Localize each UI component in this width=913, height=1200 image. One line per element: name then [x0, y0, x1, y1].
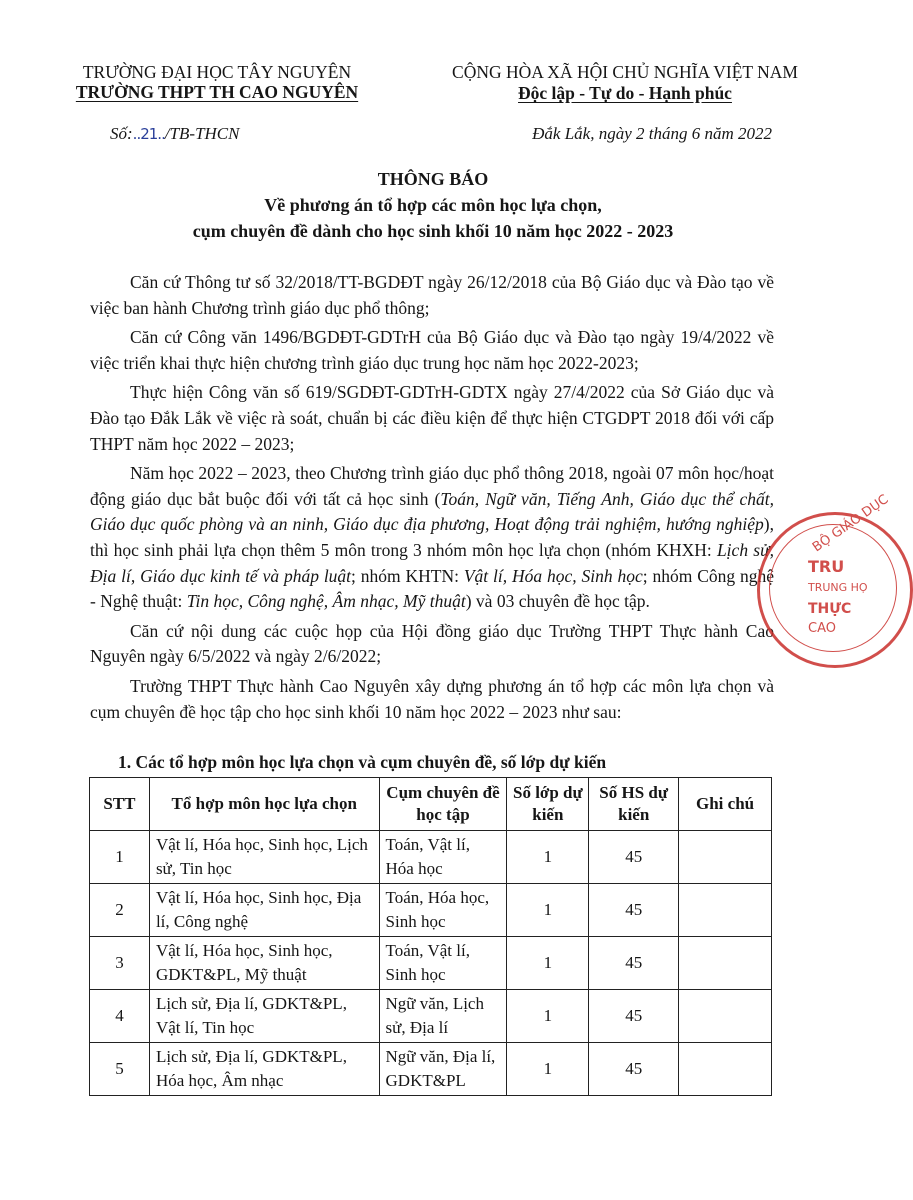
col-header-stt: STT	[90, 778, 150, 831]
cell-topic-cluster: Toán, Vật lí, Hóa học	[379, 831, 507, 884]
document-title	[60, 166, 806, 244]
document-number-suffix: /TB-THCN	[164, 124, 240, 143]
p4-text: ), thì học sinh phải lựa chọn thêm 5 môn trong 3 nhóm môn học lựa chọn (nhóm KHXH:	[90, 514, 774, 560]
cell-stt: 5	[90, 1043, 150, 1096]
cell-notes	[679, 831, 772, 884]
nation-name: CỘNG HÒA XÃ HỘI CHỦ NGHĨA VIỆT NAM	[452, 62, 798, 82]
issuing-organization	[52, 62, 382, 102]
document-number	[110, 124, 239, 144]
handwritten-number: ..21..	[132, 125, 165, 143]
official-seal	[757, 492, 913, 668]
table-header-row	[90, 778, 772, 831]
paragraph-2: Căn cứ Công văn 1496/BGDĐT-GDTrH của Bộ Giáo dục và Đào tạo ngày 19/4/2022 về việc triển khai thực hiện chương trình giáo dục trung học năm học 2022-2023;	[90, 327, 774, 373]
subject-combination-table	[89, 777, 772, 1096]
cell-combination: Vật lí, Hóa học, Sinh học, Lịch sử, Tin học	[149, 831, 379, 884]
cell-students: 45	[589, 831, 679, 884]
cell-classes: 1	[507, 990, 589, 1043]
table-row	[90, 831, 772, 884]
p4-mandatory-subjects: Toán, Ngữ văn, Tiếng Anh, Giáo dục thể chất, Giáo dục quốc phòng và an ninh, Giáo dục địa phương, Hoạt động trải nghiệm, hướng nghiệp	[90, 488, 774, 535]
cell-stt: 2	[90, 884, 150, 937]
seal-arc-text: BỘ GIÁO DỤC	[810, 492, 892, 556]
title-sub-1: Về phương án tổ hợp các môn học lựa chọn,	[264, 195, 602, 215]
table-row	[90, 990, 772, 1043]
paragraph-1: Căn cứ Thông tư số 32/2018/TT-BGDĐT ngày 26/12/2018 của Bộ Giáo dục và Đào tạo về việc ban hành Chương trình giáo dục phổ thông;	[90, 272, 774, 318]
cell-stt: 1	[90, 831, 150, 884]
table-row	[90, 884, 772, 937]
p4-text: ; nhóm Công nghệ - Nghệ thuật:	[90, 565, 774, 612]
motto: Độc lập - Tự do - Hạnh phúc	[518, 83, 732, 103]
cell-stt: 4	[90, 990, 150, 1043]
col-header-topic-cluster: Cụm chuyên đề học tập	[379, 778, 507, 831]
document-date: Đắk Lắk, ngày 2 tháng 6 năm 2022	[532, 124, 772, 143]
cell-students: 45	[589, 937, 679, 990]
paragraph-4	[90, 461, 774, 615]
cell-students: 45	[589, 884, 679, 937]
title-sub-2: cụm chuyên đề dành cho học sinh khối 10 năm học 2022 - 2023	[192, 221, 674, 241]
cell-classes: 1	[507, 831, 589, 884]
org-school-name: TRƯỜNG THPT TH CAO NGUYÊN	[75, 82, 359, 102]
cell-topic-cluster: Toán, Vật lí, Sinh học	[379, 937, 507, 990]
cell-notes	[679, 990, 772, 1043]
section-1-heading: 1. Các tổ hợp môn học lựa chọn và cụm chuyên đề, số lớp dự kiến	[118, 752, 607, 772]
cell-classes: 1	[507, 884, 589, 937]
cell-combination: Lịch sử, Địa lí, GDKT&PL, Vật lí, Tin học	[149, 990, 379, 1043]
document-number-prefix: Số:	[110, 124, 133, 143]
table-row	[90, 937, 772, 990]
cell-students: 45	[589, 990, 679, 1043]
table-row	[90, 1043, 772, 1096]
p4-text: ; nhóm KHTN:	[351, 565, 464, 586]
national-motto	[430, 62, 820, 104]
cell-classes: 1	[507, 937, 589, 990]
paragraph-3: Thực hiện Công văn số 619/SGDĐT-GDTrH-GDTX ngày 27/4/2022 của Sở Giáo dục và Đào tạo Đắk Lắk về việc rà soát, chuẩn bị các điều kiện để thực hiện CTGDPT 2018 đối với cấp THPT năm học 2022 – 2023;	[90, 382, 774, 454]
p4-khxh-subjects: Lịch sử, Địa lí, Giáo dục kinh tế và pháp luật	[90, 539, 775, 586]
cell-topic-cluster: Ngữ văn, Địa lí, GDKT&PL	[379, 1043, 507, 1096]
seal-text-line: TRUNG HỌ	[808, 581, 868, 594]
cell-students: 45	[589, 1043, 679, 1096]
paragraph-5: Căn cứ nội dung các cuộc họp của Hội đồng giáo dục Trường THPT Thực hành Cao Nguyên ngày 6/5/2022 và ngày 2/6/2022;	[90, 620, 774, 667]
cell-combination: Vật lí, Hóa học, Sinh học, Địa lí, Công nghệ	[149, 884, 379, 937]
p4-tech-art-subjects: Tin học, Công nghệ, Âm nhạc, Mỹ thuật	[186, 591, 466, 612]
col-header-classes: Số lớp dự kiến	[507, 778, 589, 831]
cell-classes: 1	[507, 1043, 589, 1096]
paragraph-6: Trường THPT Thực hành Cao Nguyên xây dựng phương án tổ hợp các môn lựa chọn và cụm chuyên đề học tập cho học sinh khối 10 năm học 2022 – 2023 như sau:	[90, 675, 774, 722]
title-main: THÔNG BÁO	[377, 169, 489, 189]
cell-notes	[679, 937, 772, 990]
cell-topic-cluster: Ngữ văn, Lịch sử, Địa lí	[379, 990, 507, 1043]
cell-combination: Vật lí, Hóa học, Sinh học, GDKT&PL, Mỹ thuật	[149, 937, 379, 990]
seal-text-line: TRU	[808, 557, 845, 576]
cell-notes	[679, 1043, 772, 1096]
seal-text-line: CAO	[808, 621, 836, 636]
cell-notes	[679, 884, 772, 937]
document-body	[90, 270, 774, 729]
col-header-combination: Tổ hợp môn học lựa chọn	[149, 778, 379, 831]
org-parent-name: TRƯỜNG ĐẠI HỌC TÂY NGUYÊN	[82, 62, 352, 82]
p4-text: ) và 03 chuyên đề học tập.	[465, 591, 650, 612]
seal-text-line: THỰC	[808, 601, 852, 617]
cell-combination: Lịch sử, Địa lí, GDKT&PL, Hóa học, Âm nhạc	[149, 1043, 379, 1096]
cell-stt: 3	[90, 937, 150, 990]
p4-khtn-subjects: Vật lí, Hóa học, Sinh học	[463, 565, 643, 586]
col-header-students: Số HS dự kiến	[589, 778, 679, 831]
p4-text: Năm học 2022 – 2023, theo Chương trình giáo dục phổ thông 2018, ngoài 07 môn học/hoạt động giáo dục bắt buộc đối với tất cả học sinh (	[90, 463, 774, 509]
cell-topic-cluster: Toán, Hóa học, Sinh học	[379, 884, 507, 937]
col-header-notes: Ghi chú	[679, 778, 772, 831]
